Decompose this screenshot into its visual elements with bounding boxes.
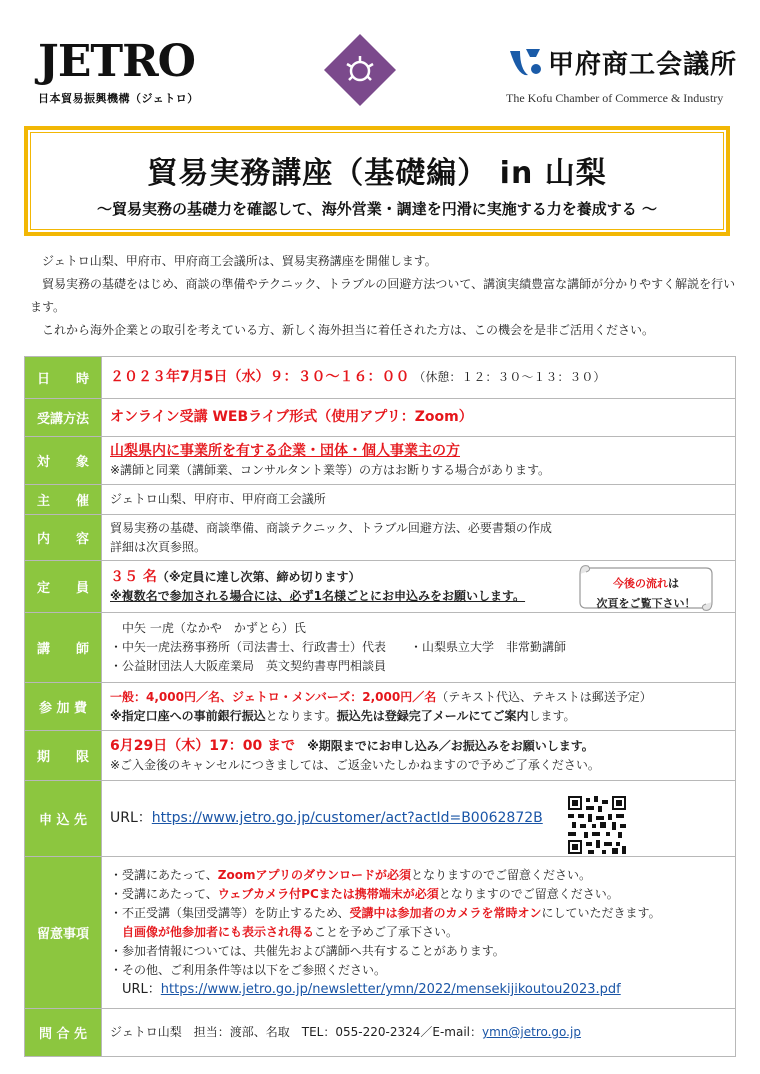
kofu-chamber-english: The Kofu Chamber of Commerce & Industry [506,91,724,105]
date-break-note: （休憩：１２：３０～１３：３０） [413,370,606,384]
host-value: ジェトロ山梨、甲府市、甲府商工会議所 [102,485,736,515]
label-capacity: 定 員 [25,561,102,613]
lecturer-name: 中矢 一虎（なかや かずとら）氏 [122,621,306,635]
notes-4-b: ことを予めご了承下さい。 [314,925,459,939]
kofu-chamber-name: 甲府商工会議所 [548,50,738,80]
row-deadline [25,731,736,781]
header [0,0,760,120]
fee-payment-info: 振込先は登録完了メールにてご案内 [336,708,529,723]
date-value: ２０２３年7月5日（水）９：３０～１６：００ [110,369,410,385]
intro-paragraph-1: ジェトロ山梨、甲府市、甲府商工会議所は、貿易実務講座を開催します。 [42,254,437,268]
label-target: 対 象 [25,437,102,485]
row-lecturer [25,613,736,683]
label-notes: 留意事項 [25,857,102,1009]
qr-code-icon[interactable] [568,796,626,854]
deadline-cancel-note: ※ご入金後のキャンセルにつきましては、ご返金いたしかねますので予めご了承ください。 [110,757,600,772]
jetro-subtitle: 日本貿易振興機構（ジェトロ） [38,92,199,105]
label-deadline: 期 限 [25,731,102,781]
label-date: 日 時 [25,357,102,399]
row-notes [25,857,736,1009]
row-target [25,437,736,485]
notes-url-link[interactable]: https://www.jetro.go.jp/newsletter/ymn/2022/mensekijikoutou2023.pdf [160,982,621,997]
capacity-value-note: （※定員に達し次第、締め切ります） [156,569,361,584]
contact-email-link[interactable]: ymn@jetro.go.jp [482,1025,581,1039]
notes-1-a: ・受講にあたって、 [110,868,218,882]
label-lecturer: 講 師 [25,613,102,683]
row-date [25,357,736,399]
jetro-logo-text: JETRO [38,36,195,87]
kofu-chamber-mark-icon [506,47,544,79]
kofu-chamber-logo [506,44,737,106]
notes-1-red: Zoomアプリのダウンロードが必須 [217,868,411,882]
row-method [25,399,736,437]
notes-6: ・その他、ご利用条件等は以下をご参照ください。 [110,963,387,977]
notes-1-b: となりますのでご留意ください。 [410,868,591,882]
intro-paragraph-2: 貿易実務の基礎をはじめ、商談の準備やテクニック、トラブルの回避方法ついて、講演実績豊富な講師が分かりやすく解説を行います。 [30,277,736,314]
notes-2-a: ・受講にあたって、 [110,887,218,901]
page-subtitle: ～貿易実務の基礎力を確認して、海外営業・調達を円滑に実施する力を養成する ～ [97,200,657,218]
notes-3-a: ・不正受講（集団受講等）を防止するため、 [110,906,350,920]
label-fee: 参 加 費 [25,683,102,731]
fee-payment-method: ※指定口座への事前銀行振込 [110,708,266,723]
row-fee [25,683,736,731]
page-title: 貿易実務講座（基礎編） in 山梨 [147,156,607,191]
label-host: 主 催 [25,485,102,515]
kofu-city-seal-icon [324,34,396,106]
flow-note-suffix: は [668,577,679,590]
flow-note-line-2: 次頁をご覧下さい！ [596,597,696,610]
row-content [25,515,736,561]
row-contact [25,1009,736,1057]
jetro-logo [38,36,199,106]
content-line-1: 貿易実務の基礎、商談準備、商談テクニック、トラブル回避方法、必要書類の作成 [110,520,552,535]
fee-line2-b: となります。 [265,708,337,723]
intro-paragraph-3: これから海外企業との取引を考えている方、新しく海外担当に着任された方は、この機会を是非ご活用ください。 [42,323,655,337]
notes-4-red: 自画像が他参加者にも表示され得る [122,925,315,939]
flow-note-scroll [578,562,714,612]
intro-text [30,250,736,342]
capacity-note: ※複数名で参加される場合には、必ず1名様ごとにお申込みをお願いします。 [110,588,526,603]
notes-3-red: 受講中は参加者のカメラを常時オン [349,906,542,920]
title-box [24,126,730,236]
fee-value: 一般：4,000円／名、ジェトロ・メンバーズ：2,000円／名 [110,689,437,704]
apply-url-link[interactable]: https://www.jetro.go.jp/customer/act?actId=B0062872B [151,810,543,826]
notes-2-red: ウェブカメラ付PCまたは携帯端末が必須 [217,887,439,901]
notes-5: ・参加者情報については、共催先および講師へ共有することがあります。 [110,944,505,958]
contact-text: ジェトロ山梨 担当：渡部、名取 TEL：055-220-2324／E-mail： [110,1025,482,1039]
row-apply [25,781,736,857]
label-contact: 問 合 先 [25,1009,102,1057]
capacity-value: ３５ 名 [110,568,157,585]
notes-2-b: となりますのでご留意ください。 [438,887,619,901]
fee-line2-d: します。 [528,708,576,723]
method-value: オンライン受講 WEBライブ形式（使用アプリ：Zoom） [110,409,473,425]
notes-url-prefix: URL： [122,982,161,997]
target-note: ※講師と同業（講師業、コンサルタント業等）の方はお断りする場合があります。 [110,462,551,477]
apply-url-prefix: URL： [110,810,152,826]
notes-3-b: にしていただきます。 [541,906,661,920]
row-host [25,485,736,515]
content-line-2: 詳細は次頁参照。 [110,539,207,554]
lecturer-title-1: ・中矢一虎法務事務所（司法書士、行政書士）代表 ・山梨県立大学 非常勤講師 [110,640,567,654]
flow-note-red: 今後の流れ [613,577,668,590]
label-apply: 申 込 先 [25,781,102,857]
deadline-value: 6月29日（木）17：00 まで [110,737,296,754]
label-method: 受講方法 [25,399,102,437]
fee-value-note: （テキスト代込、テキストは郵送予定） [436,689,652,704]
label-content: 内 容 [25,515,102,561]
lecturer-title-2: ・公益財団法人大阪産業局 英文契約書専門相談員 [110,659,387,673]
target-value: 山梨県内に事業所を有する企業・団体・個人事業主の方 [110,442,460,459]
deadline-note: ※期限までにお申し込み／お振込みをお願いします。 [307,738,594,753]
info-table [24,356,736,1057]
